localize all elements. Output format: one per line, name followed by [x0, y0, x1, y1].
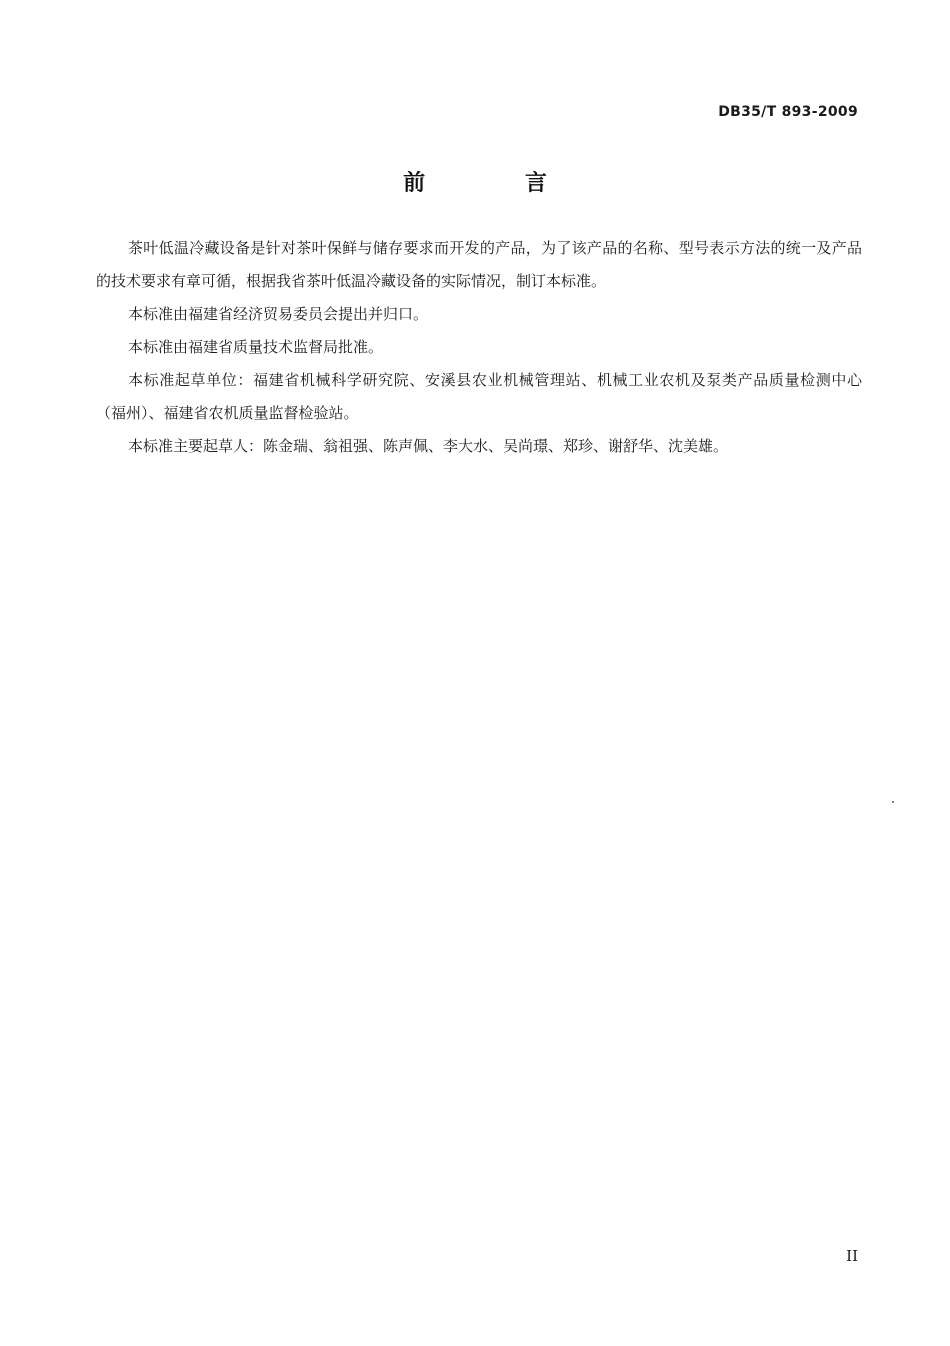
standard-code: DB35/T 893-2009 [718, 104, 858, 120]
foreword-body [96, 232, 862, 463]
paragraph-drafters: 本标准主要起草人：陈金瑞、翁祖强、陈声佩、李大水、吴尚璟、郑珍、谢舒华、沈美雄。 [128, 437, 729, 455]
page-title: 前 言 [403, 171, 593, 196]
scan-speck [892, 801, 894, 803]
paragraph-purpose: 茶叶低温冷藏设备是针对茶叶保鲜与储存要求而开发的产品，为了该产品的名称、型号表示方法的统一及产品的技术要求有章可循，根据我省茶叶低温冷藏设备的实际情况，制订本标准。 [96, 239, 862, 290]
paragraph-approver: 本标准由福建省质量技术监督局批准。 [128, 338, 384, 356]
page-number: II [846, 1247, 858, 1265]
paragraph-proposer: 本标准由福建省经济贸易委员会提出并归口。 [128, 305, 429, 323]
paragraph-drafting-units: 本标准起草单位：福建省机械科学研究院、安溪县农业机械管理站、机械工业农机及泵类产品质量检测中心（福州）、福建省农机质量监督检验站。 [96, 371, 862, 422]
